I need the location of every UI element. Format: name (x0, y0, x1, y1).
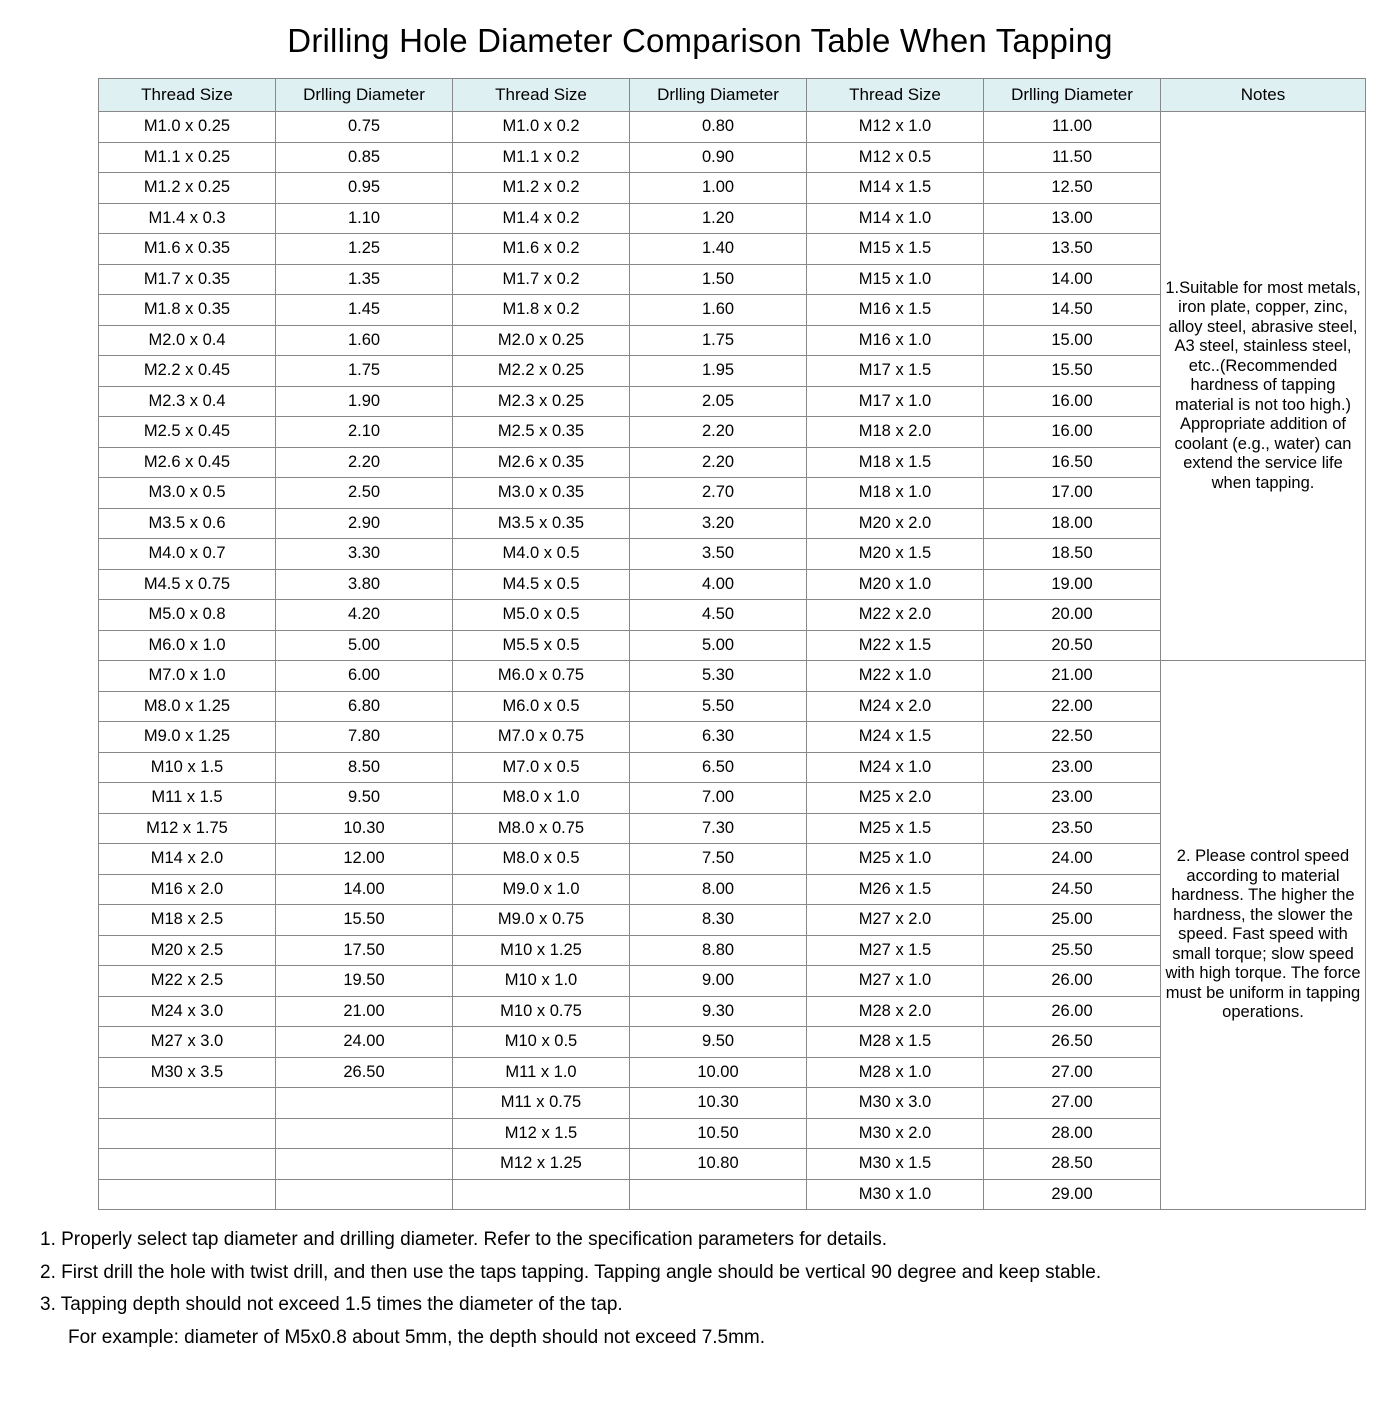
table-cell-drilling-diameter: 27.00 (984, 1088, 1161, 1119)
table-cell-drilling-diameter: 14.50 (984, 295, 1161, 326)
table-cell-drilling-diameter: 2.90 (276, 508, 453, 539)
table-cell-thread-size: M24 x 1.0 (807, 752, 984, 783)
notes-cell-2: 2. Please control speed according to material hardness. The higher the hardness, the slower the speed. Fast speed with small torque; slow speed with high torque. The force must be uniform in tapping operations. (1161, 661, 1366, 1210)
table-cell-thread-size: M1.1 x 0.2 (453, 142, 630, 173)
table-cell-drilling-diameter: 7.50 (630, 844, 807, 875)
table-cell-thread-size: M2.0 x 0.25 (453, 325, 630, 356)
table-cell-empty (630, 1179, 807, 1210)
table-cell-thread-size: M10 x 1.5 (99, 752, 276, 783)
table-cell-drilling-diameter: 20.50 (984, 630, 1161, 661)
table-cell-drilling-diameter: 0.90 (630, 142, 807, 173)
table-cell-drilling-diameter: 0.95 (276, 173, 453, 204)
table-cell-thread-size: M2.6 x 0.35 (453, 447, 630, 478)
table-cell-drilling-diameter: 27.00 (984, 1057, 1161, 1088)
table-cell-drilling-diameter: 14.00 (984, 264, 1161, 295)
table-cell-thread-size: M5.5 x 0.5 (453, 630, 630, 661)
table-cell-thread-size: M22 x 2.0 (807, 600, 984, 631)
column-header-thread-size-3: Thread Size (807, 79, 984, 112)
table-cell-thread-size: M30 x 3.0 (807, 1088, 984, 1119)
table-cell-drilling-diameter: 11.00 (984, 112, 1161, 143)
table-cell-drilling-diameter: 10.50 (630, 1118, 807, 1149)
table-cell-drilling-diameter: 18.00 (984, 508, 1161, 539)
table-cell-drilling-diameter: 8.50 (276, 752, 453, 783)
table-cell-drilling-diameter: 16.50 (984, 447, 1161, 478)
table-cell-thread-size: M30 x 2.0 (807, 1118, 984, 1149)
table-cell-drilling-diameter: 7.00 (630, 783, 807, 814)
table-cell-thread-size: M4.5 x 0.75 (99, 569, 276, 600)
table-cell-drilling-diameter: 26.50 (984, 1027, 1161, 1058)
table-cell-thread-size: M6.0 x 1.0 (99, 630, 276, 661)
table-cell-drilling-diameter: 24.00 (276, 1027, 453, 1058)
table-row (99, 661, 1366, 692)
table-cell-drilling-diameter: 19.00 (984, 569, 1161, 600)
table-cell-thread-size: M27 x 3.0 (99, 1027, 276, 1058)
table-cell-thread-size: M30 x 1.0 (807, 1179, 984, 1210)
table-cell-drilling-diameter: 10.00 (630, 1057, 807, 1088)
footnote-3-example: For example: diameter of M5x0.8 about 5mm, the depth should not exceed 7.5mm. (68, 1327, 766, 1349)
table-cell-drilling-diameter: 1.45 (276, 295, 453, 326)
table-cell-drilling-diameter: 4.20 (276, 600, 453, 631)
table-cell-thread-size: M1.8 x 0.2 (453, 295, 630, 326)
table-cell-thread-size: M8.0 x 0.5 (453, 844, 630, 875)
table-cell-drilling-diameter: 5.30 (630, 661, 807, 692)
table-cell-thread-size: M2.2 x 0.45 (99, 356, 276, 387)
table-cell-thread-size: M27 x 2.0 (807, 905, 984, 936)
table-cell-drilling-diameter: 9.50 (276, 783, 453, 814)
table-cell-drilling-diameter: 11.50 (984, 142, 1161, 173)
column-header-notes: Notes (1161, 79, 1366, 112)
table-cell-drilling-diameter: 6.30 (630, 722, 807, 753)
table-cell-thread-size: M24 x 1.5 (807, 722, 984, 753)
table-cell-drilling-diameter: 5.50 (630, 691, 807, 722)
table-cell-thread-size: M1.2 x 0.2 (453, 173, 630, 204)
table-cell-drilling-diameter: 6.80 (276, 691, 453, 722)
table-cell-drilling-diameter: 15.50 (984, 356, 1161, 387)
table-cell-drilling-diameter: 15.50 (276, 905, 453, 936)
table-cell-drilling-diameter: 9.50 (630, 1027, 807, 1058)
table-cell-drilling-diameter: 6.50 (630, 752, 807, 783)
column-header-drilling-diameter-3: Drlling Diameter (984, 79, 1161, 112)
table-cell-drilling-diameter: 15.00 (984, 325, 1161, 356)
table-cell-drilling-diameter: 18.50 (984, 539, 1161, 570)
table-cell-drilling-diameter: 4.50 (630, 600, 807, 631)
table-cell-thread-size: M3.0 x 0.35 (453, 478, 630, 509)
table-cell-drilling-diameter: 2.10 (276, 417, 453, 448)
table-cell-drilling-diameter: 12.00 (276, 844, 453, 875)
table-cell-thread-size: M1.0 x 0.25 (99, 112, 276, 143)
table-cell-empty (99, 1118, 276, 1149)
table-cell-empty (276, 1149, 453, 1180)
table-cell-drilling-diameter: 9.30 (630, 996, 807, 1027)
table-cell-drilling-diameter: 23.50 (984, 813, 1161, 844)
table-cell-thread-size: M7.0 x 0.5 (453, 752, 630, 783)
table-cell-thread-size: M20 x 2.5 (99, 935, 276, 966)
table-cell-empty (453, 1179, 630, 1210)
table-cell-thread-size: M1.7 x 0.35 (99, 264, 276, 295)
table-cell-drilling-diameter: 17.00 (984, 478, 1161, 509)
table-cell-drilling-diameter: 2.20 (276, 447, 453, 478)
table-cell-thread-size: M1.8 x 0.35 (99, 295, 276, 326)
table-cell-thread-size: M17 x 1.0 (807, 386, 984, 417)
table-cell-thread-size: M18 x 2.0 (807, 417, 984, 448)
table-cell-thread-size: M3.5 x 0.6 (99, 508, 276, 539)
table-cell-drilling-diameter: 2.05 (630, 386, 807, 417)
table-cell-thread-size: M12 x 1.0 (807, 112, 984, 143)
table-cell-drilling-diameter: 12.50 (984, 173, 1161, 204)
table-cell-thread-size: M9.0 x 1.25 (99, 722, 276, 753)
table-cell-empty (276, 1179, 453, 1210)
table-header-row (99, 79, 1366, 112)
table-cell-thread-size: M1.6 x 0.2 (453, 234, 630, 265)
table-container (0, 78, 1400, 1210)
table-cell-drilling-diameter: 13.00 (984, 203, 1161, 234)
table-cell-thread-size: M10 x 0.5 (453, 1027, 630, 1058)
table-cell-drilling-diameter: 25.50 (984, 935, 1161, 966)
page-title: Drilling Hole Diameter Comparison Table When Tapping (287, 22, 1113, 59)
drilling-diameter-table (98, 78, 1366, 1210)
table-cell-thread-size: M1.4 x 0.3 (99, 203, 276, 234)
table-cell-drilling-diameter: 8.30 (630, 905, 807, 936)
table-cell-thread-size: M4.0 x 0.5 (453, 539, 630, 570)
table-cell-drilling-diameter: 0.80 (630, 112, 807, 143)
column-header-thread-size-2: Thread Size (453, 79, 630, 112)
table-cell-thread-size: M28 x 1.5 (807, 1027, 984, 1058)
table-cell-thread-size: M10 x 0.75 (453, 996, 630, 1027)
table-cell-thread-size: M28 x 2.0 (807, 996, 984, 1027)
document-page (0, 22, 1400, 1422)
table-cell-drilling-diameter: 1.10 (276, 203, 453, 234)
table-cell-thread-size: M11 x 0.75 (453, 1088, 630, 1119)
table-cell-thread-size: M18 x 1.5 (807, 447, 984, 478)
table-cell-thread-size: M22 x 1.5 (807, 630, 984, 661)
table-cell-drilling-diameter: 24.00 (984, 844, 1161, 875)
table-cell-thread-size: M10 x 1.25 (453, 935, 630, 966)
table-cell-drilling-diameter: 8.80 (630, 935, 807, 966)
table-cell-drilling-diameter: 1.60 (630, 295, 807, 326)
table-cell-thread-size: M2.3 x 0.4 (99, 386, 276, 417)
table-cell-thread-size: M12 x 1.5 (453, 1118, 630, 1149)
table-cell-empty (99, 1088, 276, 1119)
column-header-thread-size-1: Thread Size (99, 79, 276, 112)
table-cell-drilling-diameter: 29.00 (984, 1179, 1161, 1210)
table-cell-drilling-diameter: 2.50 (276, 478, 453, 509)
table-cell-drilling-diameter: 2.70 (630, 478, 807, 509)
table-cell-drilling-diameter: 23.00 (984, 752, 1161, 783)
table-cell-thread-size: M18 x 2.5 (99, 905, 276, 936)
table-cell-drilling-diameter: 21.00 (276, 996, 453, 1027)
table-cell-thread-size: M1.4 x 0.2 (453, 203, 630, 234)
table-cell-drilling-diameter: 1.35 (276, 264, 453, 295)
table-cell-thread-size: M5.0 x 0.5 (453, 600, 630, 631)
table-cell-drilling-diameter: 26.00 (984, 966, 1161, 997)
table-cell-thread-size: M25 x 1.0 (807, 844, 984, 875)
table-cell-thread-size: M14 x 1.5 (807, 173, 984, 204)
table-cell-thread-size: M30 x 3.5 (99, 1057, 276, 1088)
table-cell-thread-size: M10 x 1.0 (453, 966, 630, 997)
table-cell-thread-size: M9.0 x 1.0 (453, 874, 630, 905)
table-cell-thread-size: M6.0 x 0.5 (453, 691, 630, 722)
notes-cell-1: 1.Suitable for most metals, iron plate, copper, zinc, alloy steel, abrasive steel, A3 steel, stainless steel, etc..(Recommended hardness of tapping material is not too high.) Appropriate addition of coolant (e.g., water) can extend the service life when tapping. (1161, 112, 1366, 661)
table-cell-thread-size: M22 x 2.5 (99, 966, 276, 997)
table-cell-drilling-diameter: 20.00 (984, 600, 1161, 631)
footnotes (0, 1210, 1400, 1355)
table-cell-empty (276, 1118, 453, 1149)
table-cell-thread-size: M12 x 0.5 (807, 142, 984, 173)
table-cell-drilling-diameter: 0.85 (276, 142, 453, 173)
table-cell-thread-size: M24 x 2.0 (807, 691, 984, 722)
table-cell-thread-size: M18 x 1.0 (807, 478, 984, 509)
table-cell-thread-size: M24 x 3.0 (99, 996, 276, 1027)
table-cell-drilling-diameter: 25.00 (984, 905, 1161, 936)
table-cell-empty (99, 1149, 276, 1180)
table-cell-thread-size: M2.6 x 0.45 (99, 447, 276, 478)
table-cell-drilling-diameter: 10.30 (630, 1088, 807, 1119)
table-cell-thread-size: M3.5 x 0.35 (453, 508, 630, 539)
table-row (99, 112, 1366, 143)
table-cell-thread-size: M20 x 1.5 (807, 539, 984, 570)
table-cell-drilling-diameter: 10.80 (630, 1149, 807, 1180)
table-cell-drilling-diameter: 1.50 (630, 264, 807, 295)
table-cell-thread-size: M22 x 1.0 (807, 661, 984, 692)
table-cell-drilling-diameter: 1.90 (276, 386, 453, 417)
table-body (99, 112, 1366, 1210)
table-cell-drilling-diameter: 9.00 (630, 966, 807, 997)
column-header-drilling-diameter-1: Drlling Diameter (276, 79, 453, 112)
table-cell-thread-size: M16 x 2.0 (99, 874, 276, 905)
table-cell-drilling-diameter: 4.00 (630, 569, 807, 600)
table-cell-drilling-diameter: 13.50 (984, 234, 1161, 265)
table-cell-drilling-diameter: 1.00 (630, 173, 807, 204)
table-cell-thread-size: M7.0 x 0.75 (453, 722, 630, 753)
table-cell-thread-size: M26 x 1.5 (807, 874, 984, 905)
table-cell-drilling-diameter: 2.20 (630, 447, 807, 478)
table-cell-thread-size: M7.0 x 1.0 (99, 661, 276, 692)
table-cell-drilling-diameter: 26.50 (276, 1057, 453, 1088)
table-cell-drilling-diameter: 1.40 (630, 234, 807, 265)
table-cell-drilling-diameter: 3.30 (276, 539, 453, 570)
table-cell-thread-size: M5.0 x 0.8 (99, 600, 276, 631)
table-cell-thread-size: M9.0 x 0.75 (453, 905, 630, 936)
table-cell-thread-size: M11 x 1.0 (453, 1057, 630, 1088)
table-cell-thread-size: M14 x 2.0 (99, 844, 276, 875)
table-cell-drilling-diameter: 10.30 (276, 813, 453, 844)
table-cell-thread-size: M3.0 x 0.5 (99, 478, 276, 509)
table-cell-drilling-diameter: 23.00 (984, 783, 1161, 814)
table-cell-thread-size: M12 x 1.75 (99, 813, 276, 844)
table-cell-thread-size: M16 x 1.5 (807, 295, 984, 326)
table-cell-drilling-diameter: 1.75 (630, 325, 807, 356)
table-cell-drilling-diameter: 17.50 (276, 935, 453, 966)
table-header (99, 79, 1366, 112)
table-cell-drilling-diameter: 3.50 (630, 539, 807, 570)
table-cell-drilling-diameter: 5.00 (276, 630, 453, 661)
table-cell-drilling-diameter: 1.20 (630, 203, 807, 234)
footnote-3: 3. Tapping depth should not exceed 1.5 times the diameter of the tap. (40, 1294, 623, 1316)
table-cell-drilling-diameter: 8.00 (630, 874, 807, 905)
table-cell-thread-size: M6.0 x 0.75 (453, 661, 630, 692)
table-cell-drilling-diameter: 0.75 (276, 112, 453, 143)
table-cell-drilling-diameter: 19.50 (276, 966, 453, 997)
table-cell-drilling-diameter: 2.20 (630, 417, 807, 448)
table-cell-thread-size: M1.6 x 0.35 (99, 234, 276, 265)
table-cell-thread-size: M25 x 2.0 (807, 783, 984, 814)
table-cell-thread-size: M27 x 1.0 (807, 966, 984, 997)
table-cell-thread-size: M1.1 x 0.25 (99, 142, 276, 173)
table-cell-drilling-diameter: 3.80 (276, 569, 453, 600)
table-cell-drilling-diameter: 26.00 (984, 996, 1161, 1027)
table-cell-thread-size: M4.0 x 0.7 (99, 539, 276, 570)
table-cell-thread-size: M16 x 1.0 (807, 325, 984, 356)
table-cell-thread-size: M14 x 1.0 (807, 203, 984, 234)
table-cell-thread-size: M4.5 x 0.5 (453, 569, 630, 600)
table-cell-drilling-diameter: 1.75 (276, 356, 453, 387)
table-cell-drilling-diameter: 6.00 (276, 661, 453, 692)
table-cell-thread-size: M15 x 1.0 (807, 264, 984, 295)
table-cell-drilling-diameter: 5.00 (630, 630, 807, 661)
footnote-2: 2. First drill the hole with twist drill, and then use the taps tapping. Tapping angle should be vertical 90 degree and keep stable. (40, 1261, 1102, 1283)
table-cell-thread-size: M8.0 x 1.25 (99, 691, 276, 722)
table-cell-thread-size: M17 x 1.5 (807, 356, 984, 387)
table-cell-thread-size: M2.3 x 0.25 (453, 386, 630, 417)
table-cell-empty (276, 1088, 453, 1119)
table-cell-drilling-diameter: 1.60 (276, 325, 453, 356)
table-cell-thread-size: M8.0 x 0.75 (453, 813, 630, 844)
footnote-1: 1. Properly select tap diameter and drilling diameter. Refer to the specification parameters for details. (40, 1229, 887, 1250)
table-cell-thread-size: M30 x 1.5 (807, 1149, 984, 1180)
table-cell-thread-size: M2.5 x 0.35 (453, 417, 630, 448)
table-cell-drilling-diameter: 21.00 (984, 661, 1161, 692)
table-cell-drilling-diameter: 28.00 (984, 1118, 1161, 1149)
table-cell-thread-size: M1.2 x 0.25 (99, 173, 276, 204)
table-cell-thread-size: M15 x 1.5 (807, 234, 984, 265)
table-cell-thread-size: M20 x 1.0 (807, 569, 984, 600)
table-cell-thread-size: M2.2 x 0.25 (453, 356, 630, 387)
table-cell-drilling-diameter: 3.20 (630, 508, 807, 539)
table-cell-drilling-diameter: 22.50 (984, 722, 1161, 753)
table-cell-thread-size: M2.5 x 0.45 (99, 417, 276, 448)
table-cell-thread-size: M28 x 1.0 (807, 1057, 984, 1088)
table-cell-thread-size: M1.0 x 0.2 (453, 112, 630, 143)
table-cell-drilling-diameter: 7.30 (630, 813, 807, 844)
table-cell-thread-size: M2.0 x 0.4 (99, 325, 276, 356)
table-cell-drilling-diameter: 24.50 (984, 874, 1161, 905)
table-cell-drilling-diameter: 16.00 (984, 417, 1161, 448)
table-cell-thread-size: M8.0 x 1.0 (453, 783, 630, 814)
table-cell-thread-size: M1.7 x 0.2 (453, 264, 630, 295)
table-cell-drilling-diameter: 1.95 (630, 356, 807, 387)
table-cell-drilling-diameter: 1.25 (276, 234, 453, 265)
table-cell-thread-size: M20 x 2.0 (807, 508, 984, 539)
table-cell-thread-size: M11 x 1.5 (99, 783, 276, 814)
column-header-drilling-diameter-2: Drlling Diameter (630, 79, 807, 112)
table-cell-drilling-diameter: 14.00 (276, 874, 453, 905)
table-cell-drilling-diameter: 16.00 (984, 386, 1161, 417)
table-cell-drilling-diameter: 28.50 (984, 1149, 1161, 1180)
table-cell-thread-size: M27 x 1.5 (807, 935, 984, 966)
table-cell-thread-size: M25 x 1.5 (807, 813, 984, 844)
table-cell-drilling-diameter: 22.00 (984, 691, 1161, 722)
table-cell-drilling-diameter: 7.80 (276, 722, 453, 753)
table-cell-thread-size: M12 x 1.25 (453, 1149, 630, 1180)
table-cell-empty (99, 1179, 276, 1210)
